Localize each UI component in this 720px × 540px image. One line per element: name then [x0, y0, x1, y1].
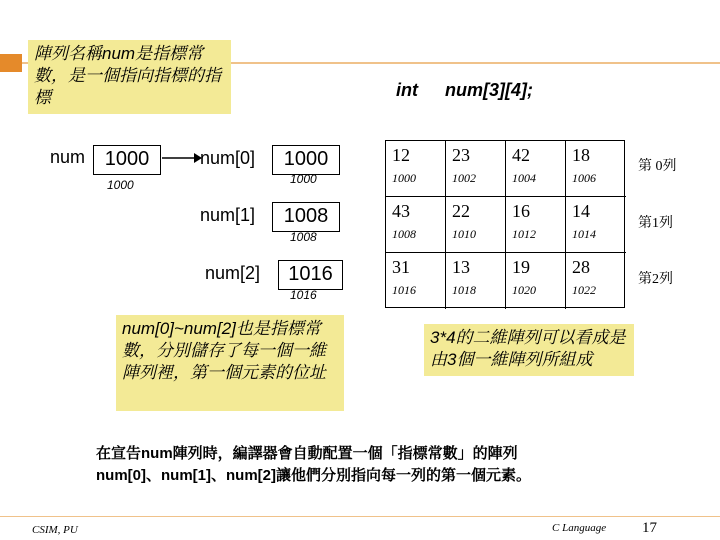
cell-value: 31	[392, 257, 410, 277]
cell-value: 19	[512, 257, 530, 277]
declaration-name: num[3][4];	[445, 80, 534, 100]
cell-address: 1008	[392, 227, 416, 241]
cell-value: 43	[392, 201, 410, 221]
matrix-cell	[446, 197, 506, 253]
matrix-cell	[566, 141, 626, 197]
pointer-address-1: 1008	[290, 230, 317, 244]
pointer-address-2: 1016	[290, 288, 317, 302]
cell-value: 28	[572, 257, 590, 277]
matrix-cell	[506, 141, 566, 197]
matrix-cell	[386, 197, 446, 253]
footer-line	[0, 516, 720, 517]
declaration	[396, 80, 533, 101]
accent-bar	[0, 54, 22, 72]
caption-line-2: num[0]、num[1]、num[2]讓他們分別指向每一列的第一個元素。	[96, 467, 531, 484]
matrix-cell	[446, 141, 506, 197]
note-2d-array-text: 3*4的二維陣列可以看成是由3個一維陣列所組成	[430, 328, 626, 369]
pointer-box-2: 1016	[278, 260, 343, 290]
matrix-grid	[385, 140, 625, 308]
matrix-cell	[386, 253, 446, 309]
pointer-box-1: 1008	[272, 202, 340, 232]
caption	[96, 443, 656, 487]
note-pointer-constants	[116, 315, 344, 411]
row-label-1: 第1列	[638, 216, 673, 231]
pointer-label-1: num[1]	[200, 205, 256, 225]
note-array-name-text: 陣列名稱num是指標常數，是一個指向指標的指標	[34, 44, 221, 107]
caption-line-1: 在宣告num陣列時，編譯器會自動配置一個「指標常數」的陣列	[96, 445, 518, 462]
cell-address: 1006	[572, 171, 596, 185]
cell-value: 14	[572, 201, 590, 221]
matrix-cell	[506, 197, 566, 253]
cell-address: 1018	[452, 283, 476, 297]
pointer-label-0: num[0]	[200, 148, 256, 168]
cell-address: 1022	[572, 283, 596, 297]
footer-left: CSIM, PU	[32, 524, 78, 536]
page-number: 17	[642, 520, 657, 536]
cell-address: 1000	[392, 171, 416, 185]
note-array-name	[28, 40, 231, 114]
cell-address: 1016	[392, 283, 416, 297]
row-label-2: 第2列	[638, 272, 673, 287]
cell-value: 23	[452, 145, 470, 165]
pointer-label-2: num[2]	[205, 263, 261, 283]
num-value-box: 1000	[93, 145, 161, 175]
cell-address: 1012	[512, 227, 536, 241]
note-2d-array	[424, 324, 634, 376]
cell-value: 16	[512, 201, 530, 221]
matrix-cell	[446, 253, 506, 309]
cell-value: 42	[512, 145, 530, 165]
cell-value: 12	[392, 145, 410, 165]
cell-address: 1004	[512, 171, 536, 185]
cell-address: 1014	[572, 227, 596, 241]
footer-center: C Language	[552, 522, 607, 534]
row-label-0: 第 0列	[638, 159, 677, 174]
matrix-cell	[566, 253, 626, 309]
cell-address: 1002	[452, 171, 476, 185]
declaration-type: int	[396, 80, 418, 100]
cell-value: 18	[572, 145, 590, 165]
num-label: num	[50, 147, 86, 167]
cell-address: 1020	[512, 283, 536, 297]
matrix-cell	[386, 141, 446, 197]
cell-value: 13	[452, 257, 470, 277]
pointer-box-0: 1000	[272, 145, 340, 175]
pointer-arrow	[160, 148, 202, 168]
note-pointer-constants-text: num[0]~num[2]也是指標常數，分別儲存了每一個一維陣列裡，第一個元素的位址	[122, 319, 326, 382]
pointer-address-0: 1000	[290, 172, 317, 186]
num-address: 1000	[107, 178, 134, 192]
cell-value: 22	[452, 201, 470, 221]
matrix-cell	[566, 197, 626, 253]
matrix-cell	[506, 253, 566, 309]
cell-address: 1010	[452, 227, 476, 241]
